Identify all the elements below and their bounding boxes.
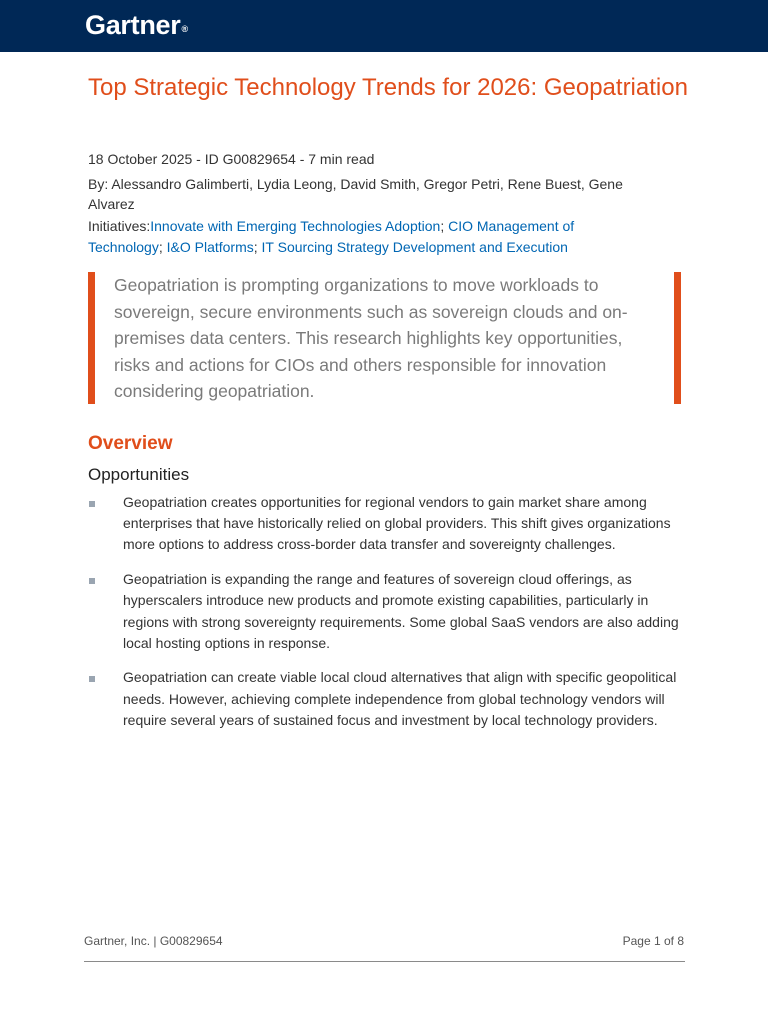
list-item-text: Geopatriation can create viable local cloud alternatives that align with specific geopolitical needs. However, achieving complete independence from global technology vendors will require several years of sustained focus and investment by local technology providers. — [123, 669, 677, 728]
opportunities-heading: Opportunities — [88, 465, 190, 484]
summary-accent-bar-right — [674, 272, 681, 404]
square-bullet-icon — [89, 578, 95, 584]
summary-callout: Geopatriation is prompting organizations to move workloads to sovereign, secure environments such as sovereign clouds and on-premises data centers. This research highlights key opportunities, risks and actions for CIOs and others responsible for innovation considering geopatriation. — [114, 275, 628, 401]
initiative-separator: ; — [253, 239, 262, 255]
initiative-link-io-platforms[interactable]: I&O Platforms — [166, 239, 254, 255]
square-bullet-icon — [89, 676, 95, 682]
initiative-link-cio-management[interactable]: CIO Management of Technology — [88, 218, 575, 255]
initiative-link-emerging-tech[interactable]: Innovate with Emerging Technologies Adoption — [150, 218, 441, 234]
initiatives-label: Initiatives: — [88, 218, 151, 234]
header-bar — [0, 0, 768, 52]
list-item — [88, 667, 688, 731]
list-item — [88, 492, 688, 556]
document-title: Top Strategic Technology Trends for 2026: Geopatriation — [88, 74, 688, 101]
list-item — [88, 569, 688, 654]
list-item-text: Geopatriation creates opportunities for regional vendors to gain market share among enterprises that have historically relied on global providers. This shift gives organizations more options to address cross-border data transfer and sovereignty challenges. — [123, 494, 671, 553]
initiative-link-it-sourcing[interactable]: IT Sourcing Strategy Development and Execution — [261, 239, 568, 255]
footer-doc-id: Gartner, Inc. | G00829654 — [84, 934, 223, 948]
registered-mark: ® — [181, 24, 188, 34]
document-meta: 18 October 2025 - ID G00829654 - 7 min read — [88, 151, 375, 167]
document-authors: By: Alessandro Galimberti, Lydia Leong, David Smith, Gregor Petri, Rene Buest, Gene Alvarez — [88, 176, 623, 212]
initiatives — [88, 216, 648, 258]
overview-heading: Overview — [88, 433, 173, 454]
initiative-separator: ; — [440, 218, 449, 234]
footer-divider — [84, 961, 685, 962]
list-item-text: Geopatriation is expanding the range and features of sovereign cloud offerings, as hyperscalers introduce new products and promote existing capabilities, particularly in regions with strong sovereignty requirements. Some global SaaS vendors are also adding local hosting options in response. — [123, 571, 679, 651]
opportunities-list — [88, 492, 688, 745]
brand-name: Gartner — [85, 10, 181, 40]
footer-page-number: Page 1 of 8 — [622, 934, 684, 948]
gartner-logo[interactable] — [85, 8, 188, 46]
summary-accent-bar-left — [88, 272, 95, 404]
square-bullet-icon — [89, 501, 95, 507]
initiative-separator: ; — [158, 239, 167, 255]
